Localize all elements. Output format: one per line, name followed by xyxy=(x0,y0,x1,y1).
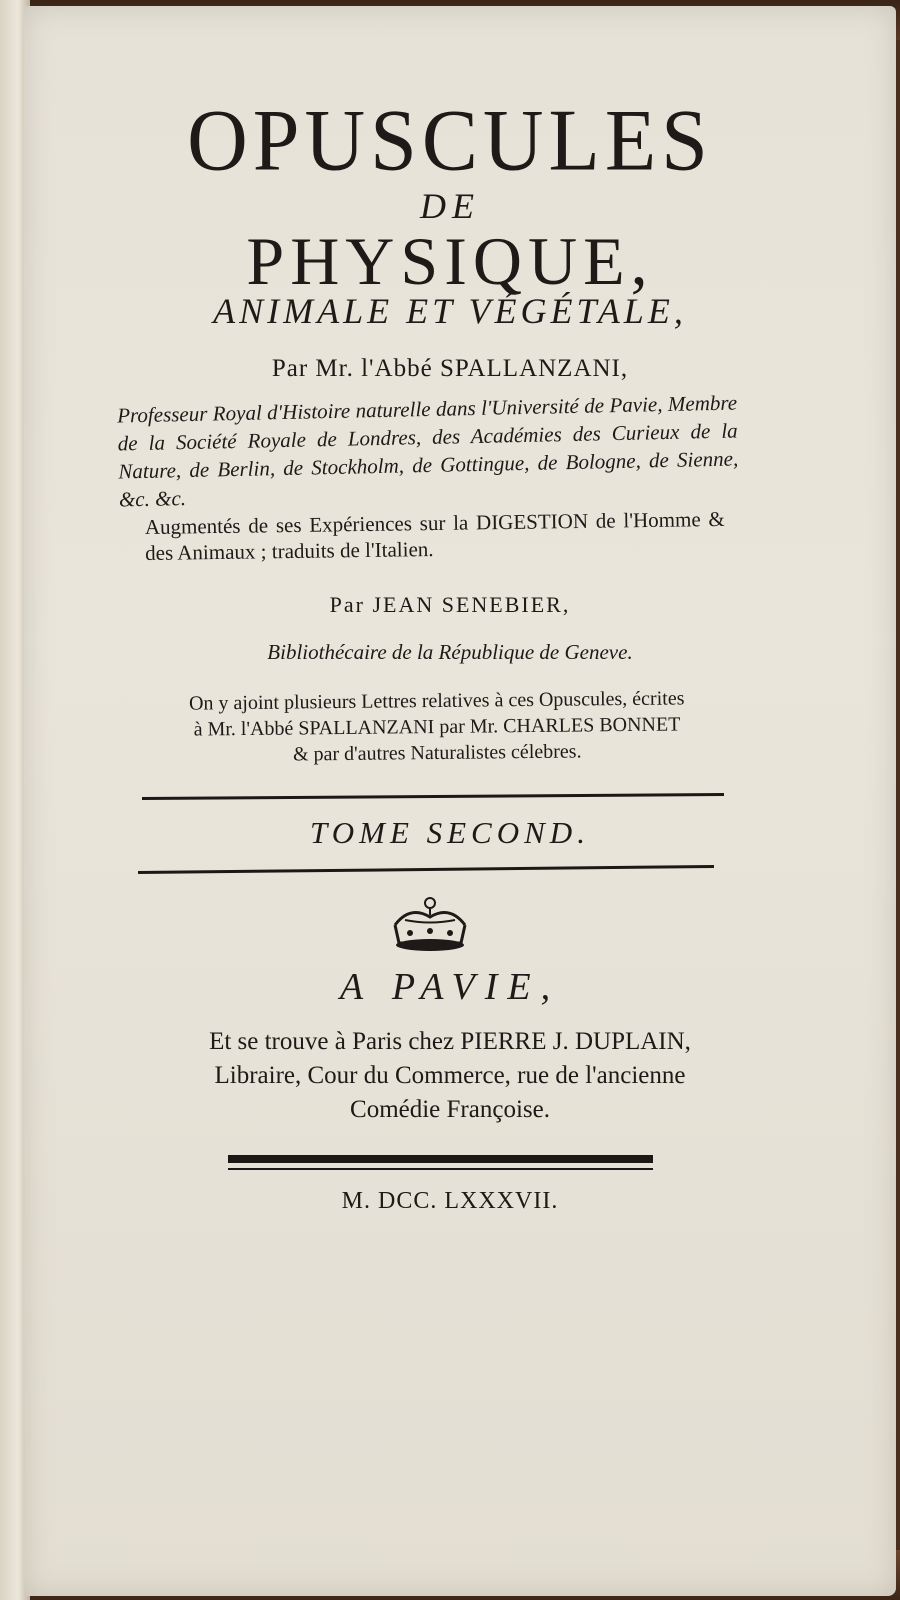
augmentation-note: Augmentés de ses Expériences sur la DIGESTION de l'Homme & des Animaux ; traduits de l'Italien. xyxy=(144,506,725,566)
volume-label: TOME SECOND. xyxy=(310,815,590,850)
title-connector: DE xyxy=(420,186,480,226)
letters-note-line: à Mr. l'Abbé SPALLANZANI par Mr. CHARLES BONNET xyxy=(193,713,681,741)
imprint-line: Libraire, Cour du Commerce, rue de l'ancienne xyxy=(214,1062,686,1089)
thick-rule xyxy=(228,1155,653,1163)
book-title: OPUSCULES xyxy=(187,91,713,190)
letters-note-line: & par d'autres Naturalistes célebres. xyxy=(292,740,582,766)
subtitle: ANIMALE ET VÉGÉTALE, xyxy=(213,291,687,331)
translator-title: Bibliothécaire de la République de Geneve. xyxy=(267,640,633,664)
imprint-line: Et se trouve à Paris chez PIERRE J. DUPLAIN, xyxy=(209,1028,691,1055)
crown-icon xyxy=(385,895,475,960)
place-of-publication: A PAVIE, xyxy=(339,966,561,1008)
publication-year: M. DCC. LXXXVII. xyxy=(341,1188,559,1214)
translator-line: Par JEAN SENEBIER, xyxy=(329,592,571,617)
author-line: Par Mr. l'Abbé SPALLANZANI, xyxy=(271,355,629,382)
title-physique: PHYSIQUE, xyxy=(246,223,654,299)
imprint-line: Comédie Françoise. xyxy=(350,1096,550,1123)
letters-note-line: On y ajoint plusieurs Lettres relatives à ces Opuscules, écrites xyxy=(188,687,685,715)
thin-rule xyxy=(228,1168,653,1170)
author-credentials: Professeur Royal d'Histoire naturelle dans l'Université de Pavie, Membre de la Société Royale de Londres, des Académies des Curieux de la Nature, de Berlin, de Stockholm, de Gottingue, de Bologne, de Sienne, &c. &c. xyxy=(116,390,739,512)
letters-note xyxy=(122,685,753,770)
imprint xyxy=(120,1025,780,1127)
